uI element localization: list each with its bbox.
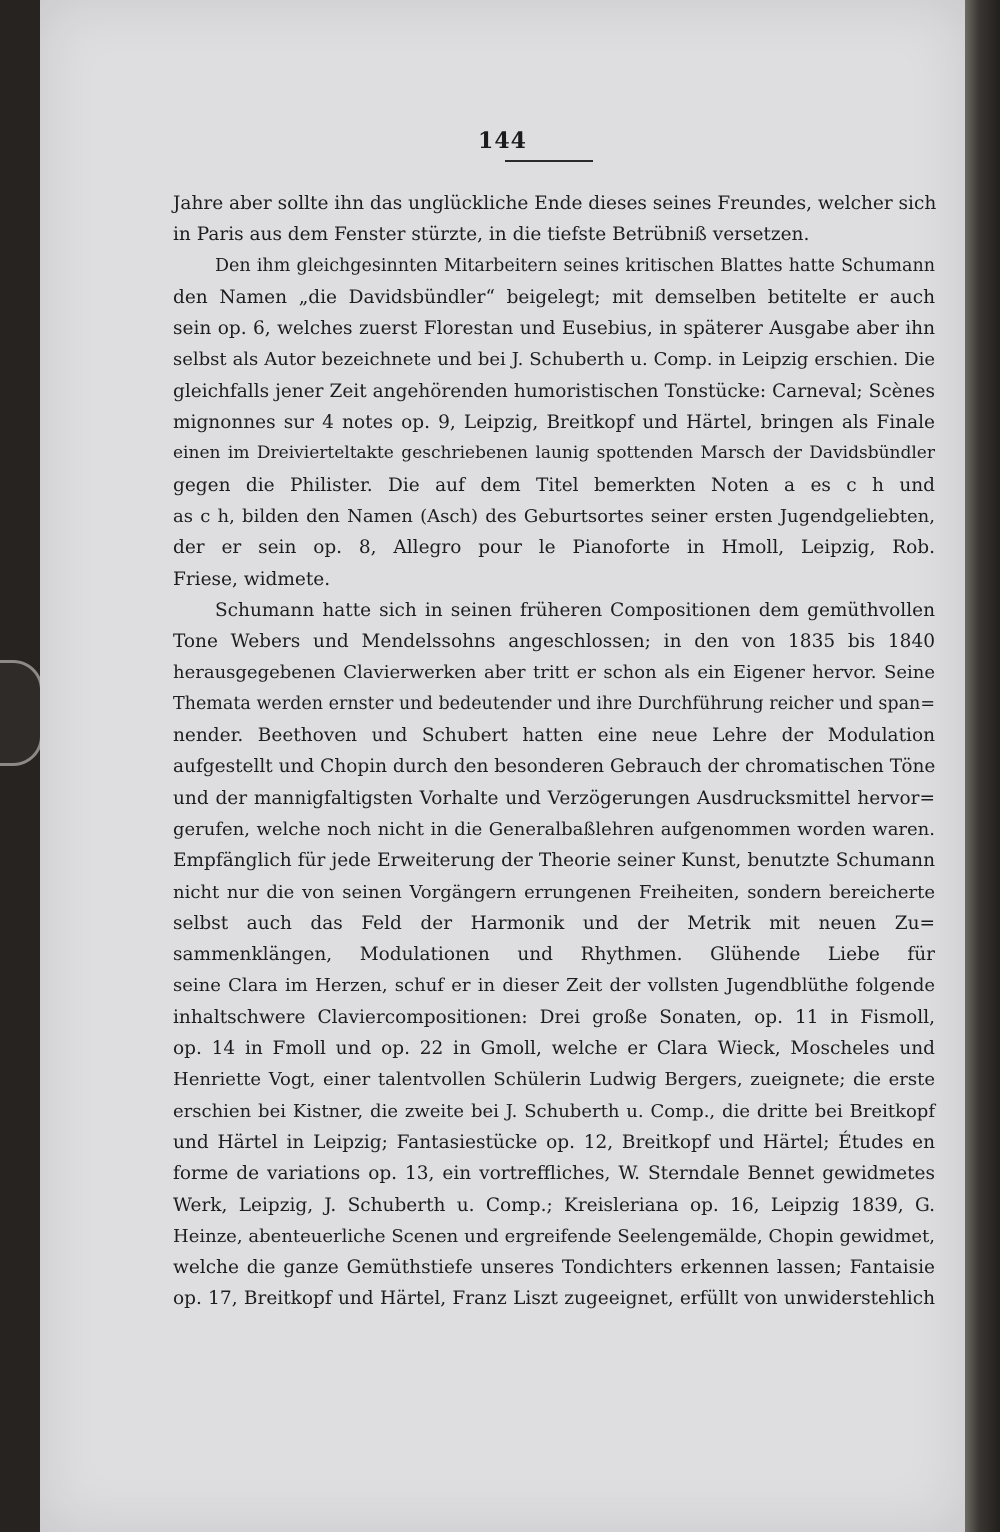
text-line: gleichfalls jener Zeit angehörenden humoristischen Tonstücke: Carneval; Scènes (173, 380, 935, 402)
text-line: sein op. 6, welches zuerst Florestan und Eusebius, in späterer Ausgabe aber ihn (173, 318, 935, 340)
text-line: seine Clara im Herzen, schuf er in dieser Zeit der vollsten Jugendblüthe folgende (173, 975, 935, 997)
text-line: Empfänglich für jede Erweiterung der Theorie seiner Kunst, benutzte Schumann (173, 850, 935, 872)
header-rule (505, 160, 593, 162)
text-line: Friese, widmete. (173, 568, 331, 590)
text-line: Den ihm gleichgesinnten Mitarbeitern seines kritischen Blattes hatte Schumann (215, 255, 935, 276)
page-edge-shadow (965, 0, 1000, 1532)
text-line: mignonnes sur 4 notes op. 9, Leipzig, Breitkopf und Härtel, bringen als Finale (173, 412, 935, 434)
page-number: 144 (478, 128, 527, 154)
text-line: forme de variations op. 13, ein vortreffliches, W. Sterndale Bennet gewidmetes (173, 1163, 935, 1185)
text-line: den Namen „die Davidsbündler“ beigelegt; mit demselben betitelte er auch (173, 286, 935, 308)
text-line: Jahre aber sollte ihn das unglückliche Ende dieses seines Freundes, welcher sich (173, 193, 937, 214)
text-line: in Paris aus dem Fenster stürzte, in die tiefste Betrübniß versetzen. (173, 224, 810, 246)
text-line: Werk, Leipzig, J. Schuberth u. Comp.; Kreisleriana op. 16, Leipzig 1839, G. (173, 1194, 935, 1216)
text-line: nender. Beethoven und Schubert hatten eine neue Lehre der Modulation (173, 725, 935, 747)
text-line: Schumann hatte sich in seinen früheren Compositionen dem gemüthvollen (215, 599, 935, 621)
text-line: erschien bei Kistner, die zweite bei J. Schuberth u. Comp., die dritte bei Breitkopf (173, 1100, 935, 1122)
text-line: nicht nur die von seinen Vorgängern errungenen Freiheiten, sondern bereicherte (173, 881, 935, 903)
text-line: inhaltschwere Claviercompositionen: Drei große Sonaten, op. 11 in Fismoll, (173, 1006, 935, 1028)
binding-clip (0, 660, 43, 766)
text-line: Themata werden ernster und bedeutender und ihre Durchführung reicher und span= (173, 693, 935, 714)
body-text (173, 188, 935, 1315)
text-line: op. 14 in Fmoll und op. 22 in Gmoll, welche er Clara Wieck, Moscheles und (173, 1038, 935, 1060)
text-line: as c h, bilden den Namen (Asch) des Geburtsortes seiner ersten Jugendgeliebten, (173, 505, 935, 527)
text-line: und der mannigfaltigsten Vorhalte und Verzögerungen Ausdrucksmittel hervor= (173, 787, 935, 809)
text-line: gerufen, welche noch nicht in die Generalbaßlehren aufgenommen worden waren. (173, 818, 935, 840)
page-header (40, 128, 965, 154)
text-line: gegen die Philister. Die auf dem Titel bemerkten Noten a es c h und (173, 474, 935, 496)
text-line: und Härtel in Leipzig; Fantasiestücke op. 12, Breitkopf und Härtel; Études en (173, 1131, 935, 1153)
text-line: selbst auch das Feld der Harmonik und der Metrik mit neuen Zu= (173, 912, 935, 934)
text-line: selbst als Autor bezeichnete und bei J. Schuberth u. Comp. in Leipzig erschien. Die (173, 349, 935, 371)
text-line: einen im Dreivierteltakte geschriebenen launig spottenden Marsch der Davidsbündler (173, 443, 935, 464)
book-page (40, 0, 965, 1532)
text-line: Heinze, abenteuerliche Scenen und ergreifende Seelengemälde, Chopin gewidmet, (173, 1225, 935, 1247)
text-line: aufgestellt und Chopin durch den besonderen Gebrauch der chromatischen Töne (173, 756, 936, 778)
text-line: op. 17, Breitkopf und Härtel, Franz Liszt zugeeignet, erfüllt von unwiderstehlich (173, 1288, 935, 1310)
text-line: welche die ganze Gemüthstiefe unseres Tondichters erkennen lassen; Fantaisie (173, 1257, 935, 1279)
text-line: Henriette Vogt, einer talentvollen Schülerin Ludwig Bergers, zueignete; die erste (173, 1069, 935, 1091)
text-line: sammenklängen, Modulationen und Rhythmen. Glühende Liebe für (173, 944, 935, 966)
text-line: der er sein op. 8, Allegro pour le Pianoforte in Hmoll, Leipzig, Rob. (173, 537, 935, 559)
text-line: Tone Webers und Mendelssohns angeschlossen; in den von 1835 bis 1840 (173, 631, 935, 653)
text-line: herausgegebenen Clavierwerken aber tritt er schon als ein Eigener hervor. Seine (173, 662, 935, 684)
